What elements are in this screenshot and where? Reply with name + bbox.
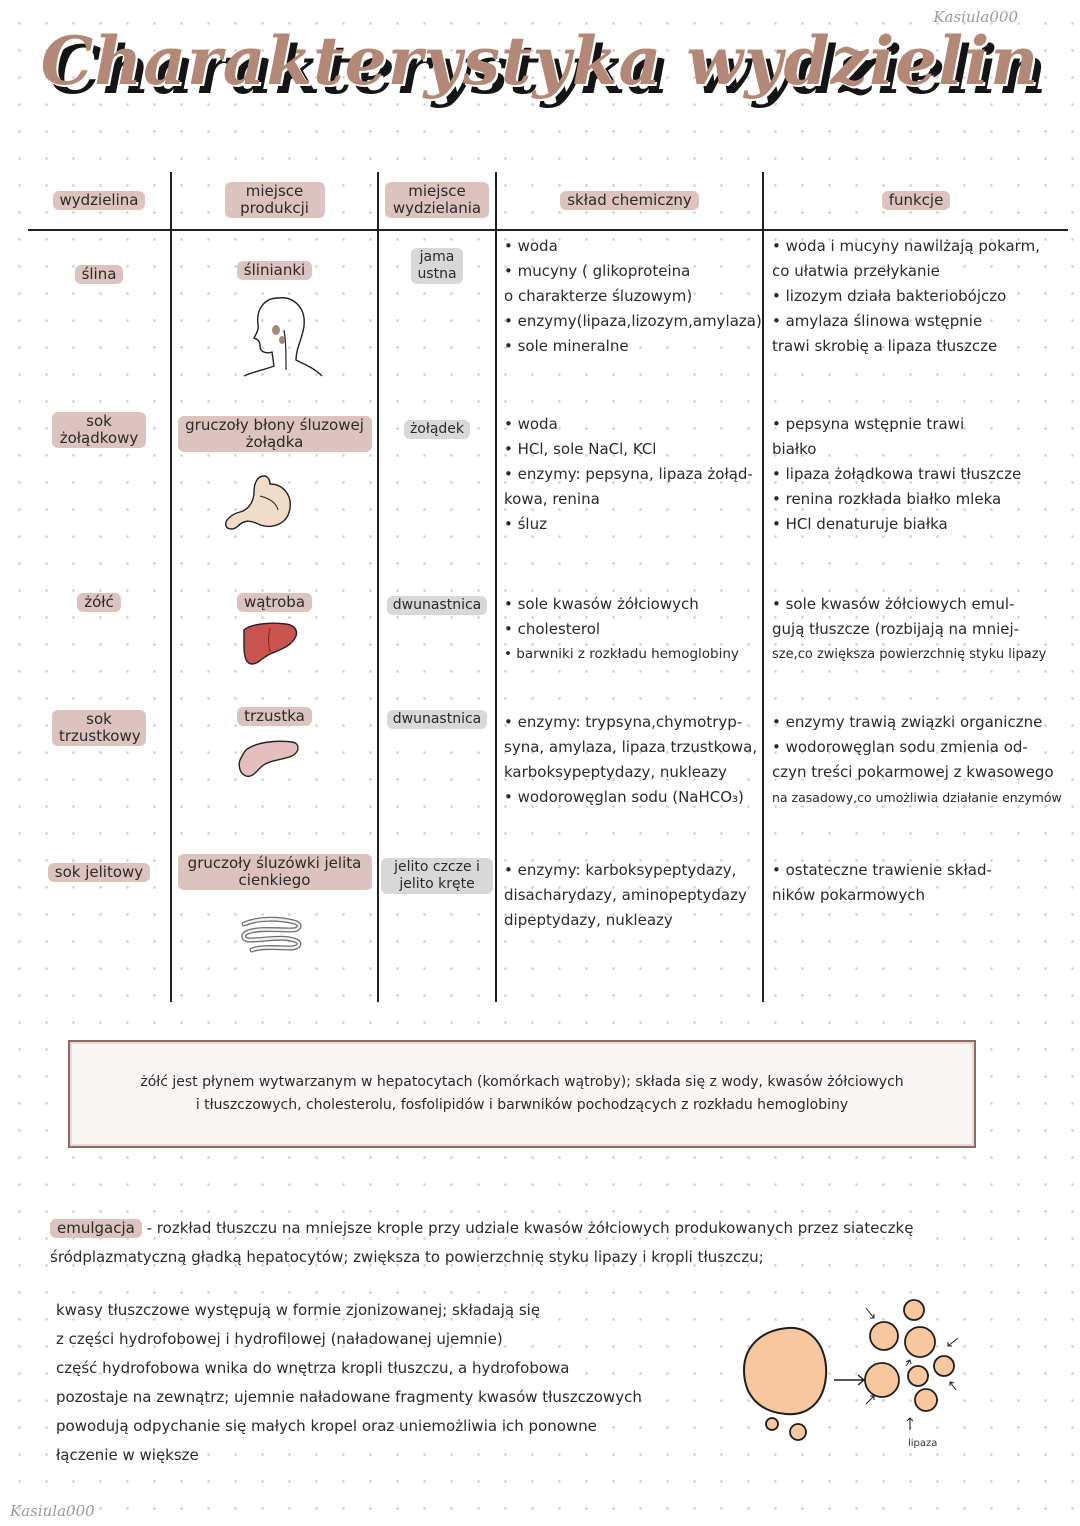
lipase-arrow-icon [866, 1308, 874, 1318]
header-cell-production [172, 172, 377, 228]
function-line: • ostateczne trawienie skład- [772, 861, 992, 879]
production-label: trzustka [237, 707, 312, 726]
row-4-secretion-name [28, 710, 170, 746]
function-line: • wodorowęglan sodu zmienia od- [772, 738, 1028, 756]
bile-note-box [68, 1040, 976, 1148]
function-line: • renina rozkłada białko mleka [772, 490, 1002, 508]
column-divider [762, 172, 764, 1002]
note-line: i tłuszczowych, cholesterolu, fosfolipidów i barwników pochodzących z rozkładu hemoglobiny [195, 1097, 849, 1113]
header-cell-composition [497, 172, 762, 228]
row-4-functions [772, 710, 1068, 810]
composition-line: karboksypeptydazy, nukleazy [504, 763, 727, 781]
secretions-table [28, 172, 1068, 1002]
row-3-secretion-place [379, 592, 495, 617]
small-droplet [934, 1356, 954, 1376]
row-3-secretion-name [28, 590, 170, 615]
arrow-icon [834, 1375, 864, 1385]
composition-line: • enzymy: pepsyna, lipaza żołąd- [504, 465, 753, 483]
row-1-secretion-name [28, 262, 170, 287]
emulsification-text: - rozkład tłuszczu na mniejsze krople przy udziale kwasów żółciowych produkowanych przez siateczkę [146, 1219, 914, 1237]
function-line: • lizozym działa bakteriobójczo [772, 287, 1007, 305]
composition-line: • sole mineralne [504, 337, 629, 355]
secretion-label: sok jelitowy [48, 863, 150, 882]
row-1-composition [504, 234, 762, 359]
note-line: żółć jest płynem wytwarzanym w hepatocytach (komórkach wątroby); składa się z wody, kwasów żółciowych [140, 1074, 904, 1090]
row-4-composition [504, 710, 762, 810]
row-3-composition [504, 592, 762, 667]
emulsification-text: śródplazmatyczną gładką hepatocytów; zwiększa to powierzchnię styku lipazy i kropli tłuszczu; [50, 1248, 764, 1266]
function-line: • sole kwasów żółciowych emul- [772, 595, 1015, 613]
composition-line: • sole kwasów żółciowych [504, 595, 699, 613]
row-4-secretion-place [379, 706, 495, 731]
row-1-production [172, 258, 377, 283]
secretion-label: ślina [75, 265, 124, 284]
column-divider [495, 172, 497, 1002]
secretion-label: sok trzustkowy [52, 710, 146, 746]
row-5-composition [504, 858, 762, 933]
production-label: gruczoły śluzówki jelita cienkiego [178, 854, 372, 890]
small-droplet [766, 1418, 778, 1430]
small-droplet [870, 1322, 898, 1350]
stomach-icon [224, 472, 296, 536]
function-line: czyn treści pokarmowej z kwasowego [772, 763, 1054, 781]
header-label: wydzielina [53, 191, 146, 210]
row-2-functions [772, 412, 1068, 537]
row-5-functions [772, 858, 1068, 908]
function-line: • lipaza żołądkowa trawi tłuszcze [772, 465, 1022, 483]
intestine-icon [238, 916, 304, 956]
function-line: • amylaza ślinowa wstępnie [772, 312, 983, 330]
composition-line: • enzymy: karboksypeptydazy, [504, 861, 737, 879]
fatty-acids-paragraph [56, 1296, 666, 1470]
lipase-arrow-icon [907, 1418, 913, 1430]
secretion-place-label: dwunastnica [387, 596, 487, 615]
row-5-secretion-name [28, 860, 170, 885]
function-line: • HCl denaturuje białka [772, 515, 948, 533]
composition-line: • enzymy(lipaza,lizozym,amylaza) [504, 312, 762, 330]
row-1-secretion-place [379, 248, 495, 284]
composition-line: • barwniki z rozkładu hemoglobiny [504, 646, 739, 662]
row-5-secretion-place [379, 858, 495, 894]
row-1-functions [772, 234, 1068, 359]
secretion-place-label: jama ustna [411, 248, 463, 284]
small-droplet [865, 1363, 899, 1397]
lipase-arrow-icon [948, 1338, 958, 1346]
header-cell-secretion [379, 172, 495, 228]
row-5-production [172, 854, 377, 890]
fatty-acids-line: część hydrofobowa wnika do wnętrza kropli tłuszczu, a hydrofobowa [56, 1359, 570, 1377]
small-droplet [790, 1424, 806, 1440]
header-label: miejsce produkcji [225, 182, 325, 218]
row-2-production [172, 416, 377, 452]
function-line: ników pokarmowych [772, 886, 925, 904]
fatty-acids-line: łączenie w większe [56, 1446, 199, 1464]
signature-bottom: Kasiula000 [10, 1502, 95, 1520]
composition-line: kowa, renina [504, 490, 600, 508]
signature-top: Kasiula000 [933, 8, 1018, 26]
secretion-place-label: żołądek [404, 420, 470, 439]
emulsification-paragraph [50, 1214, 1040, 1272]
composition-line: dipeptydazy, nukleazy [504, 911, 673, 929]
composition-line: o charakterze śluzowym) [504, 287, 693, 305]
composition-line: • śluz [504, 515, 547, 533]
header-cell-functions [764, 172, 1068, 228]
large-fat-droplet [744, 1328, 826, 1414]
header-label: funkcje [882, 191, 951, 210]
emulsification-term: emulgacja [50, 1219, 142, 1238]
header-label: miejsce wydzielania [385, 182, 489, 218]
fatty-acids-line: kwasy tłuszczowe występują w formie zjonizowanej; składają się [56, 1301, 541, 1319]
composition-line: • mucyny ( glikoproteina [504, 262, 691, 280]
composition-line: • woda [504, 415, 558, 433]
fatty-acids-line: powodują odpychanie się małych kropel oraz uniemożliwia ich ponowne [56, 1417, 597, 1435]
lipase-label: lipaza [908, 1438, 938, 1449]
function-line: na zasadowy,co umożliwia działanie enzymów [772, 790, 1062, 805]
secretion-place-label: jelito czcze i jelito kręte [381, 858, 493, 894]
row-2-composition [504, 412, 762, 537]
liver-icon [240, 620, 300, 668]
secretion-label: sok żołądkowy [52, 412, 146, 448]
row-2-secretion-name [28, 412, 170, 448]
fatty-acids-line: pozostaje na zewnątrz; ujemnie naładowane fragmenty kwasów tłuszczowych [56, 1388, 642, 1406]
composition-line: syna, amylaza, lipaza trzustkowa, [504, 738, 758, 756]
secretion-place-label: dwunastnica [387, 710, 487, 729]
header-label: skład chemiczny [560, 191, 699, 210]
production-label: gruczoły błony śluzowej żołądka [178, 416, 372, 452]
production-label: ślinianki [237, 261, 312, 280]
function-line: trawi skrobię a lipaza tłuszcze [772, 337, 998, 355]
function-line: białko [772, 440, 817, 458]
production-label: wątroba [237, 593, 312, 612]
composition-line: • HCl, sole NaCl, KCl [504, 440, 657, 458]
function-line: • pepsyna wstępnie trawi [772, 415, 965, 433]
row-3-functions [772, 592, 1068, 667]
row-4-production [172, 704, 377, 729]
row-3-production [172, 590, 377, 615]
pancreas-icon [236, 736, 302, 780]
emulsification-diagram [730, 1290, 980, 1460]
composition-line: • woda [504, 237, 558, 255]
composition-line: • wodorowęglan sodu (NaHCO₃) [504, 788, 744, 806]
small-droplet [905, 1327, 935, 1357]
function-line: • woda i mucyny nawilżają pokarm, [772, 237, 1040, 255]
lipase-arrow-icon [906, 1360, 911, 1366]
composition-line: disacharydazy, aminopeptydazy [504, 886, 747, 904]
composition-line: • cholesterol [504, 620, 601, 638]
fatty-acids-line: z części hydrofobowej i hydrofilowej (naładowanej ujemnie) [56, 1330, 503, 1348]
lipase-arrow-icon [950, 1382, 956, 1390]
lipase-arrow-icon [866, 1396, 874, 1404]
head-salivary-icon [240, 290, 326, 380]
small-droplet [904, 1300, 924, 1320]
header-divider [28, 229, 1068, 231]
header-cell-wydzielina [28, 172, 170, 228]
function-line: • enzymy trawią związki organiczne [772, 713, 1043, 731]
composition-line: • enzymy: trypsyna,chymotryp- [504, 713, 743, 731]
function-line: gują tłuszcze (rozbijają na mniej- [772, 620, 1020, 638]
small-droplet [915, 1389, 937, 1411]
page-title: Charakterystyka wydzielin [40, 22, 1040, 100]
function-line: sze,co zwiększa powierzchnię styku lipazy [772, 647, 1047, 662]
small-droplet [908, 1366, 928, 1386]
secretion-label: żółć [77, 593, 121, 612]
row-2-secretion-place [379, 416, 495, 441]
function-line: co ułatwia przełykanie [772, 262, 940, 280]
